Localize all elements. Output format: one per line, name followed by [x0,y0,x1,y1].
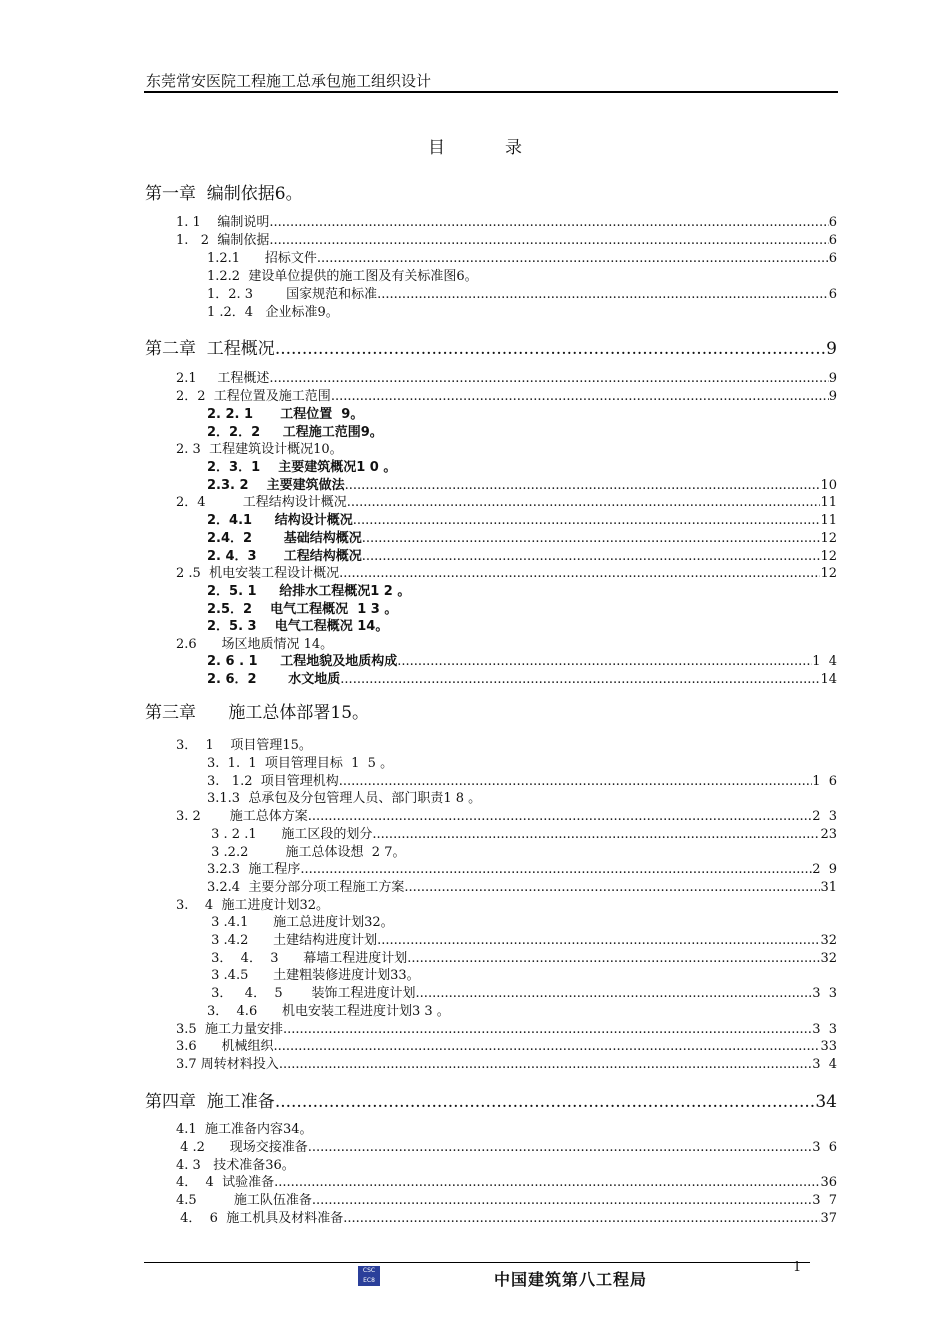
toc-entry-label: 1 .2．4 企业标准9。 [207,305,339,320]
running-header: 东莞常安医院工程施工总承包施工组织设计 [146,72,432,90]
toc-entry-label: 2．4 工程结构设计概况 [176,495,347,510]
toc-section[interactable] [176,1207,837,1226]
toc-section[interactable] [176,734,312,753]
toc-leader-dots [362,531,821,546]
toc-page-number: 1 6 [812,774,837,789]
toc-subsection[interactable] [207,964,420,983]
toc-title: 目录 [428,138,582,158]
toc-entry-label: 2.3. 2 主要建筑做法 [207,478,345,493]
toc-leader-dots [300,862,812,877]
toc-page-number: 3 6 [812,1140,837,1155]
page-number: 1 [793,1260,802,1275]
toc-page-number: 9 [828,389,837,404]
company-name: 中国建筑第八工程局 [494,1270,648,1289]
toc-leader-dots [308,1140,812,1155]
toc-entry-label: 3． 4.6 机电安装工程进度计划3 3 。 [207,1004,450,1019]
toc-page-number: 3 3 [812,1022,837,1037]
toc-subsection[interactable] [207,823,837,842]
toc-leader-dots [274,1175,820,1190]
toc-leader-dots [269,215,828,230]
toc-leader-dots [317,251,829,266]
toc-subsection[interactable] [207,283,837,302]
toc-section[interactable] [176,229,837,248]
toc-page-number: 31 [820,880,837,895]
toc-section[interactable] [176,438,343,457]
toc-subsection[interactable] [207,752,393,771]
toc-entry-label: 2．3．1 主要建筑概况1 0 。 [207,460,397,475]
toc-page-number: 14 [820,672,837,687]
toc-entry-label: 2．5. 1 给排水工程概况1 2 。 [207,584,411,599]
toc-leader-dots [269,233,828,248]
toc-entry-label: 2 .5 机电安装工程设计概况 [176,566,340,581]
toc-entry-label: 2．5. 3 电气工程概况 14。 [207,619,389,634]
toc-page-number: 3 7 [812,1193,837,1208]
toc-page-number: 36 [820,1175,837,1190]
toc-entry-label: 2. 4．3 工程结构概况 [207,549,362,564]
toc-chapter[interactable] [145,698,369,723]
toc-leader-dots [416,986,813,1001]
toc-entry-label: 3 .4.1 施工总进度计划32。 [207,915,394,930]
toc-entry-label: 2. 6 . 1 工程地貌及地质构成 [207,654,398,669]
toc-entry-label: 第三章 施工总体部署15。 [145,703,370,723]
toc-page-number: 6 [828,287,837,302]
toc-page-number: 11 [820,513,837,528]
toc-section[interactable] [176,367,837,386]
toc-entry-label: 3． 4． 3 幕墙工程进度计划 [207,951,408,966]
toc-section[interactable] [176,1171,837,1190]
toc-entry-label: 2.1 工程概述 [176,371,270,386]
toc-leader-dots [273,1039,820,1054]
toc-entry-label: 2．2 工程位置及施工范围 [176,389,331,404]
toc-entry-label: 3. 1.2 项目管理机构 [207,774,339,789]
toc-leader-dots [347,495,821,510]
toc-leader-dots [308,809,812,824]
toc-subsection[interactable] [207,982,837,1001]
toc-entry-label: 4． 6 施工机具及材料准备 [176,1211,344,1226]
toc-entry-label: 1.2.1 招标文件 [207,251,317,266]
toc-leader-dots [331,389,829,404]
toc-leader-dots [279,1057,812,1072]
toc-entry-label: 2．2．2 工程施工范围9。 [207,425,383,440]
toc-entry-label: 2．4.1 结构设计概况 [207,513,353,528]
toc-entry-label: 3． 4． 5 装饰工程进度计划 [207,986,416,1001]
toc-page-number: 1 4 [812,654,837,669]
toc-leader-dots [377,287,829,302]
toc-entry-label: 3 .4.2 土建结构进度计划 [207,933,378,948]
toc-page-number: 37 [820,1211,837,1226]
toc-subsection[interactable] [207,929,837,948]
toc-entry-label: 4.1 施工准备内容34。 [176,1122,313,1137]
toc-leader-dots [372,827,820,842]
toc-subsection[interactable] [207,787,481,806]
toc-chapter[interactable] [145,1087,837,1112]
toc-subsection[interactable] [207,527,837,546]
toc-leader-dots [407,951,820,966]
toc-subsection[interactable] [207,247,837,266]
toc-section[interactable] [176,562,837,581]
toc-page-number: 9 [826,339,837,359]
toc-subsection[interactable] [207,668,837,687]
toc-subsection[interactable] [207,650,837,669]
toc-chapter[interactable] [145,179,303,204]
toc-entry-label: 3. 4 施工进度计划32。 [176,898,330,913]
toc-page-number: 6 [828,215,837,230]
toc-leader-dots [404,880,820,895]
toc-page-number: 23 [820,827,837,842]
toc-page-number: 12 [820,566,837,581]
toc-page-number: 2 9 [812,862,837,877]
toc-leader-dots [340,672,820,687]
toc-leader-dots [269,371,828,386]
toc-entry-label: 3.6 机械组织 [176,1039,274,1054]
toc-page-number: 12 [820,531,837,546]
toc-page-number: 32 [820,951,837,966]
toc-entry-label: 3. 2 施工总体方案 [176,809,308,824]
toc-subsection[interactable] [207,858,837,877]
toc-subsection[interactable] [207,509,837,528]
toc-section[interactable] [176,1118,312,1137]
toc-subsection[interactable] [207,456,396,475]
toc-entry-label: 2.5．2 电气工程概况 1 3 。 [207,602,398,617]
footer-rule [144,1262,810,1263]
toc-page-number: 12 [820,549,837,564]
toc-leader-dots [339,566,820,581]
toc-subsection[interactable] [207,265,478,284]
toc-entry-label: 1. 2 编制依据 [176,233,270,248]
toc-section[interactable] [176,805,837,824]
cscec-logo-icon: CSC EC8 [358,1266,380,1286]
toc-leader-dots [377,933,820,948]
toc-leader-dots [343,1211,820,1226]
toc-section[interactable] [176,1053,837,1072]
toc-entry-label: 2.6 场区地质情况 14。 [176,637,334,652]
toc-entry-label: 1.2.2 建设单位提供的施工图及有关标准图6。 [207,269,478,284]
toc-entry-label: 3 . 2 .1 施工区段的划分 [207,827,373,842]
toc-leader-dots [312,1193,812,1208]
toc-entry-label: 3.2.4 主要分部分项工程施工方案 [207,880,405,895]
toc-section[interactable] [176,211,837,230]
toc-page-number: 10 [820,478,837,493]
toc-section[interactable] [176,1136,837,1155]
toc-subsection[interactable] [207,876,837,895]
toc-page-number: 3 4 [812,1057,837,1072]
toc-entry-label: 第一章 编制依据6。 [145,184,303,204]
toc-entry-label: 3． 1 项目管理15。 [176,738,312,753]
toc-page-number: 32 [820,933,837,948]
toc-entry-label: 1. 1 编制说明 [176,215,270,230]
toc-entry-label: 3 .2.2 施工总体设想 2 7。 [207,845,406,860]
toc-subsection[interactable] [207,580,410,599]
toc-entry-label: 第四章 施工准备 [145,1092,275,1112]
toc-subsection[interactable] [207,301,339,320]
toc-entry-label: 4． 4 试验准备 [176,1175,275,1190]
toc-subsection[interactable] [207,911,394,930]
toc-chapter[interactable] [145,334,837,359]
toc-entry-label: 2. 2. 1 工程位置 9。 [207,407,364,422]
toc-section[interactable] [176,1035,837,1054]
toc-entry-label: 3.1.3 总承包及分包管理人员、部门职责1 8 。 [207,791,482,806]
toc-page-number: 3 3 [812,986,837,1001]
toc-page-number: 9 [828,371,837,386]
toc-leader-dots [353,513,821,528]
toc-page-number: 34 [815,1092,837,1112]
toc-entry-label: 3.2.3 施工程序 [207,862,301,877]
toc-entry-label: 第二章 工程概况 [145,339,275,359]
toc-page-number: 6 [828,251,837,266]
toc-entry-label: 3. 1. 1 项目管理目标 1 5 。 [207,756,394,771]
toc-page-number: 11 [820,495,837,510]
toc-entry-label: 2. 6．2 水文地质 [207,672,341,687]
toc-leader-dots [275,339,826,359]
toc-subsection[interactable] [207,403,363,422]
toc-section[interactable] [176,1189,837,1208]
header-rule [144,91,838,93]
toc-section[interactable] [176,491,837,510]
toc-entry-label: 2.4．2 基础结构概况 [207,531,362,546]
toc-entry-label: 2. 3 工程建筑设计概况10。 [176,442,343,457]
toc-section[interactable] [176,385,837,404]
toc-entry-label: 4 .2 现场交接准备 [176,1140,308,1155]
toc-leader-dots [275,1092,816,1112]
toc-leader-dots [397,654,812,669]
toc-page-number: 2 3 [812,809,837,824]
toc-subsection[interactable] [207,1000,450,1019]
toc-subsection[interactable] [207,615,388,634]
toc-entry-label: 3.7 周转材料投入 [176,1057,279,1072]
toc-page-number: 33 [820,1039,837,1054]
toc-entry-label: 1．2. 3 国家规范和标准 [207,287,378,302]
toc-entry-label: 3.5 施工力量安排 [176,1022,283,1037]
toc-entry-label: 4. 3 技术准备36。 [176,1158,295,1173]
toc-entry-label: 3 .4.5 土建粗装修进度计划33。 [207,968,420,983]
toc-entry-label: 4.5 施工队伍准备 [176,1193,312,1208]
toc-page-number: 6 [828,233,837,248]
